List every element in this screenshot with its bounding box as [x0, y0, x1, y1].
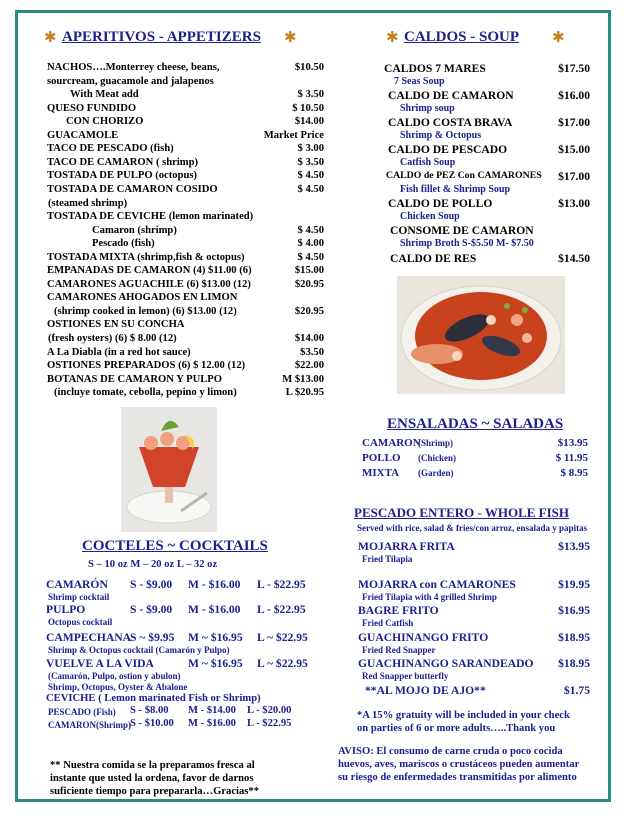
- cocktail-price-medium: M - $16.00: [188, 603, 241, 616]
- appetizer-name: QUESO FUNDIDO: [47, 102, 137, 114]
- ceviche-fish-m: M - $14.00: [188, 705, 236, 716]
- fish-subtitle: Fried Tilapia with 4 grilled Shrimp: [362, 592, 497, 602]
- fish-price: $19.95: [558, 578, 590, 591]
- cocktail-name: VUELVE A LA VIDA: [46, 657, 154, 670]
- appetizer-name: GUACAMOLE: [47, 129, 119, 141]
- starfish-icon: ✱: [552, 30, 565, 46]
- appetizers-title: APERITIVOS - APPETIZERS: [62, 29, 261, 45]
- appetizer-name: With Meat add: [70, 89, 139, 101]
- fish-subtitle: Fried Tilapia: [362, 554, 413, 564]
- cocktails-title: COCTELES ~ COCKTAILS: [82, 538, 268, 554]
- appetizer-name: CAMARONES AGUACHILE (6) $13.00 (12): [47, 278, 251, 290]
- ceviche-shrimp-name: CAMARON(Shrimp): [48, 720, 131, 730]
- soup-name: CALDO COSTA BRAVA: [388, 116, 513, 129]
- appetizer-price: $22.00: [294, 360, 324, 372]
- cocktail-price-small: S - $9.00: [130, 578, 173, 591]
- fish-name: GUACHINANGO FRITO: [358, 631, 489, 644]
- gratuity-line-1: *A 15% gratuity will be included in your check: [357, 710, 570, 721]
- ceviche-fish-name: PESCADO (Fish): [48, 707, 116, 717]
- fish-name: GUACHINANGO SARANDEADO: [358, 657, 534, 670]
- appetizer-price: $ 3.50: [297, 89, 324, 101]
- appetizer-price: $3.50: [300, 346, 324, 358]
- appetizer-price: $14.00: [294, 333, 324, 344]
- gratuity-line-2: on parties of 6 or more adults…..Thank you: [357, 723, 556, 734]
- soup-price: $17.50: [558, 62, 590, 75]
- appetizer-name: TOSTADA DE CAMARON COSIDO: [47, 183, 218, 195]
- appetizer-price: $ 3.50: [297, 156, 324, 168]
- salad-name: POLLO: [362, 452, 401, 464]
- appetizer-name: EMPANADAS DE CAMARON (4) $11.00 (6): [47, 265, 252, 277]
- cocktail-price-large: L ~ $22.95: [257, 657, 308, 670]
- cocktail-price-small: S - $9.00: [130, 603, 173, 616]
- appetizer-price: $ 4.00: [297, 238, 324, 250]
- salad-name: MIXTA: [362, 467, 400, 479]
- aviso-line-3: su riesgo de enfermedades transmitidas por alimento: [338, 772, 577, 783]
- appetizer-price: $20.95: [294, 305, 324, 317]
- cocktail-name: CAMPECHANA: [46, 631, 132, 644]
- soup-name: CONSOME DE CAMARON: [390, 224, 534, 237]
- aviso-line-2: huevos, aves, mariscos o crustáceos pueden aumentar: [338, 759, 580, 770]
- soup-price: $14.50: [558, 252, 590, 265]
- fish-subtitle: Fried Red Snapper: [362, 645, 436, 655]
- appetizer-price: $ 4.50: [297, 251, 324, 263]
- salad-note: (Garden): [418, 468, 454, 478]
- appetizer-price: $20.95: [294, 278, 324, 290]
- ceviche-shrimp-l: L - $22.95: [247, 718, 292, 729]
- appetizer-name: Pescado (fish): [92, 238, 155, 250]
- soup-price: $17.00: [558, 170, 590, 183]
- fresh-note-1: ** Nuestra comida se la preparamos fresca al: [50, 760, 255, 771]
- cocktail-subtitle: (Camarón, Pulpo, ostion y abulon): [48, 671, 181, 681]
- cocktail-price-small: S ~ $9.95: [130, 631, 175, 644]
- ceviche-fish-l: L - $20.00: [247, 705, 292, 716]
- cocktail-subtitle: Octopus cocktail: [48, 617, 113, 627]
- fish-name: MOJARRA FRITA: [358, 540, 455, 553]
- ceviche-fish-s: S - $8.00: [130, 705, 169, 716]
- fish-price: $13.95: [558, 540, 590, 553]
- soup-price: $17.00: [558, 116, 590, 129]
- appetizer-name: OSTIONES PREPARADOS (6) $ 12.00 (12): [47, 360, 246, 372]
- cocktail-price-medium: M ~ $16.95: [188, 631, 243, 644]
- appetizer-name: CON CHORIZO: [66, 116, 144, 128]
- soup-subtitle: Shrimp Broth S-$5.50 M- $7.50: [400, 238, 534, 249]
- appetizer-price: Market Price: [263, 129, 324, 141]
- soup-subtitle: Shrimp & Octopus: [400, 130, 482, 141]
- soup-price: $15.00: [558, 143, 590, 156]
- starfish-icon: ✱: [284, 30, 297, 46]
- appetizer-name: A La Diabla (in a red hot sauce): [47, 346, 191, 358]
- ceviche-shrimp-m: M - $16.00: [188, 718, 236, 729]
- cocktail-name: CAMARÓN: [46, 578, 108, 591]
- cocktail-sizes: S – 10 oz M – 20 oz L – 32 oz: [88, 559, 218, 570]
- fish-price: $18.95: [558, 631, 590, 644]
- soup-price: $13.00: [558, 197, 590, 210]
- soup-subtitle: Shrimp soup: [400, 103, 455, 114]
- appetizer-name: TACO DE PESCADO (fish): [47, 143, 174, 155]
- soup-subtitle: Catfish Soup: [400, 157, 456, 168]
- appetizer-name: TOSTADA DE PULPO (octopus): [47, 170, 197, 182]
- fresh-note-3: suficiente tiempo para prepararla…Gracias**: [50, 786, 259, 797]
- appetizer-price: $ 4.50: [297, 170, 324, 182]
- salad-price: $13.95: [557, 437, 588, 449]
- appetizer-name: TOSTADA DE CEVICHE (lemon marinated): [47, 211, 254, 223]
- soup-name: CALDO DE CAMARON: [388, 89, 514, 102]
- salad-note: (Chicken): [418, 453, 456, 463]
- soup-name: CALDO DE POLLO: [388, 197, 493, 210]
- appetizer-name: (steamed shrimp): [48, 197, 128, 209]
- appetizer-name: BOTANAS DE CAMARON Y PULPO: [47, 373, 222, 385]
- salad-note: (Shrimp): [418, 438, 454, 448]
- soup-name: CALDOS 7 MARES: [384, 62, 486, 75]
- cocktail-photo: [121, 407, 217, 532]
- appetizer-price: $ 10.50: [292, 102, 324, 114]
- cocktail-subtitle: Shrimp & Octopus cocktail (Camarón y Pulpo): [48, 645, 230, 655]
- fish-title: PESCADO ENTERO - WHOLE FISH: [354, 505, 570, 520]
- vuelve-sub-2: Shrimp, Octopus, Oyster & Abalone: [48, 682, 188, 692]
- appetizer-name: TACO DE CAMARON ( shrimp): [47, 156, 199, 168]
- appetizer-name: OSTIONES EN SU CONCHA: [47, 319, 185, 331]
- soup-name: CALDO DE RES: [390, 252, 477, 265]
- soup-name: CALDO de PEZ Con CAMARONES: [386, 170, 542, 181]
- appetizer-price: $14.00: [294, 116, 324, 128]
- cocktail-name: PULPO: [46, 603, 86, 616]
- salads-title: ENSALADAS ~ SALADAS: [387, 416, 564, 432]
- soup-subtitle: 7 Seas Soup: [394, 76, 445, 87]
- appetizer-name: TOSTADA MIXTA (shrimp,fish & octopus): [47, 251, 245, 263]
- starfish-icon: ✱: [386, 30, 399, 46]
- appetizer-price: M $13.00: [282, 373, 324, 385]
- soup-subtitle: Chicken Soup: [400, 211, 460, 222]
- cocktail-price-large: L - $22.95: [257, 603, 306, 616]
- fish-name: MOJARRA con CAMARONES: [358, 578, 516, 591]
- cocktail-price-medium: M - $16.00: [188, 578, 241, 591]
- appetizer-price: $10.50: [294, 62, 324, 73]
- soup-name: CALDO DE PESCADO: [388, 143, 508, 156]
- cocktail-subtitle: Shrimp cocktail: [48, 592, 110, 602]
- ceviche-title: CEVICHE ( Lemon marinated Fish or Shrimp): [46, 693, 261, 704]
- fish-subtitle: Served with rice, salad & fries/con arroz, ensalada y papitas: [357, 523, 588, 533]
- fresh-note-2: instante que usted la ordena, favor de darnos: [50, 773, 254, 784]
- fish-subtitle: Fried Catfish: [362, 618, 414, 628]
- appetizer-name: (shrimp cooked in lemon) (6) $13.00 (12): [54, 305, 237, 317]
- fish-price: $1.75: [563, 684, 590, 697]
- salad-name: CAMARON: [362, 437, 421, 449]
- appetizer-price: L $20.95: [285, 387, 324, 399]
- soup-title: CALDOS - SOUP: [404, 29, 520, 45]
- appetizer-name: CAMARONES AHOGADOS EN LIMON: [47, 292, 238, 304]
- seafood-soup-photo: [397, 276, 565, 394]
- appetizer-price: $ 4.50: [297, 224, 324, 236]
- salad-price: $ 8.95: [560, 467, 588, 479]
- appetizer-name: (incluye tomate, cebolla, pepino y limon): [54, 387, 237, 399]
- appetizer-price: $ 3.00: [297, 143, 324, 155]
- fish-subtitle: Red Snapper butterfly: [362, 671, 449, 681]
- appetizer-name: Camaron (shrimp): [92, 224, 177, 236]
- fish-name: BAGRE FRITO: [358, 604, 439, 617]
- cocktail-price-large: L - $22.95: [257, 578, 306, 591]
- appetizer-name: NACHOS….Monterrey cheese, beans,: [47, 62, 220, 73]
- appetizer-name: (fresh oysters) (6) $ 8.00 (12): [48, 333, 177, 344]
- salad-price: $ 11.95: [555, 452, 588, 464]
- soup-subtitle: Fish fillet & Shrimp Soup: [400, 184, 511, 195]
- fish-price: $18.95: [558, 657, 590, 670]
- fish-price: $16.95: [558, 604, 590, 617]
- ceviche-shrimp-s: S - $10.00: [130, 718, 174, 729]
- aviso-line-1: AVISO: El consumo de carne cruda o poco cocida: [338, 746, 563, 757]
- appetizer-name: sourcream, guacamole and jalapenos: [47, 75, 214, 87]
- soup-price: $16.00: [558, 89, 590, 102]
- cocktail-price-large: L ~ $22.95: [257, 631, 308, 644]
- appetizer-price: $15.00: [294, 265, 324, 277]
- appetizer-price: $ 4.50: [297, 183, 324, 195]
- fish-name: **AL MOJO DE AJO**: [365, 684, 486, 697]
- starfish-icon: ✱: [44, 30, 57, 46]
- cocktail-price-medium: M ~ $16.95: [188, 657, 243, 670]
